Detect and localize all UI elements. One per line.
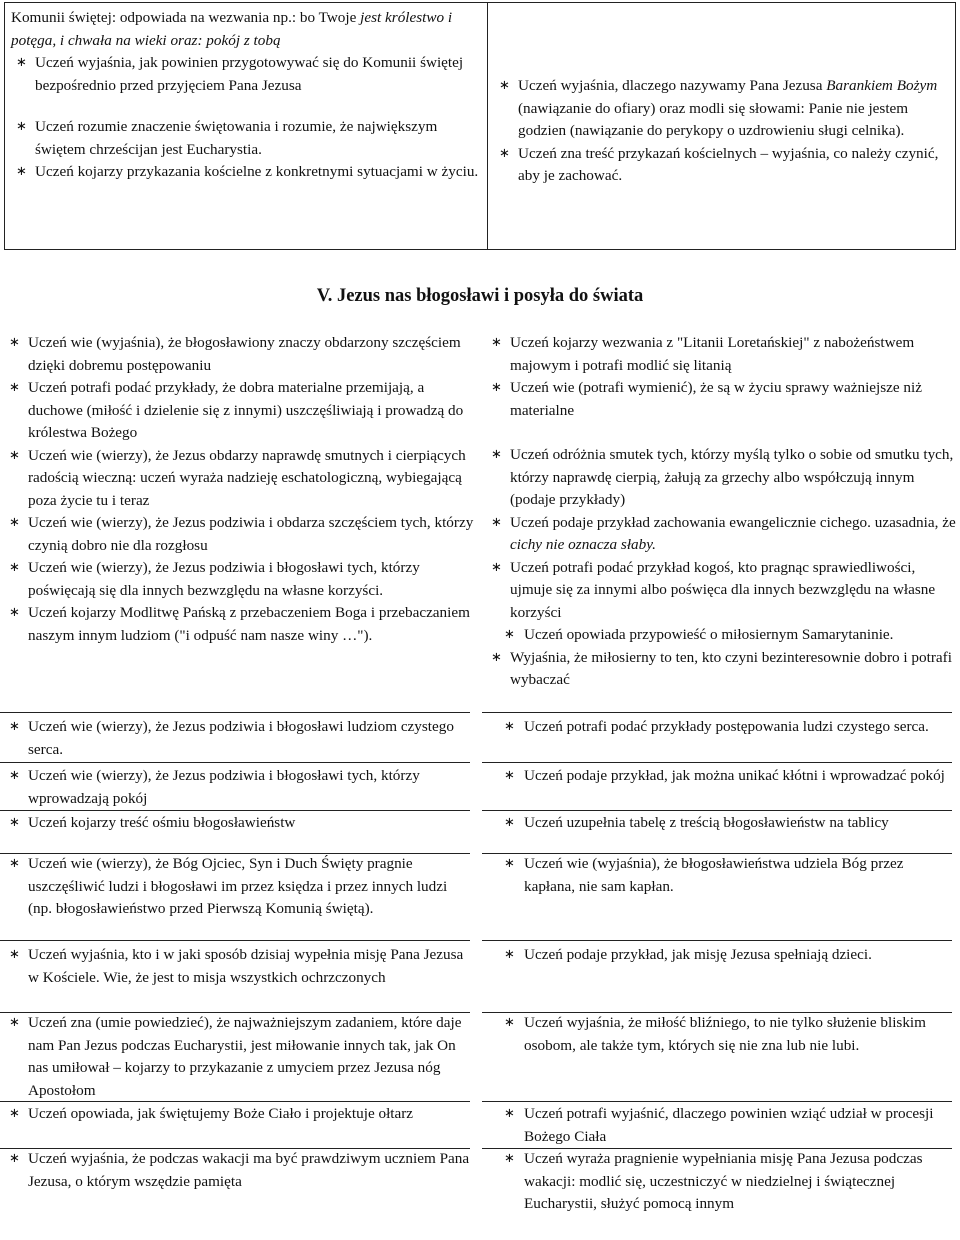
row-divider bbox=[482, 810, 952, 811]
list-item: ∗ Uczeń kojarzy Modlitwę Pańską z przebaczeniem Boga i przebaczaniem naszym innym ludziom ("i odpuść nam nasze winy …"). bbox=[9, 604, 470, 644]
list-item: ∗ Uczeń zna (umie powiedzieć), że najważniejszym zadaniem, które daje nam Pan Jezus podczas Eucharystii, jest miłowanie innych tak, jak On nas umiłował – kojarzy to przykazanie z umyciem przez Jezusa nóg Apostołom bbox=[9, 1014, 462, 1099]
list-item: ∗ Uczeń opowiada, jak świętujemy Boże Ciało i projektuje ołtarz bbox=[9, 1105, 414, 1122]
row-right bbox=[486, 332, 956, 692]
row-right bbox=[486, 1103, 956, 1148]
list-item: ∗ Uczeń wie (wierzy), że Jezus podziwia i błogosławi ludziom czystego serca. bbox=[9, 718, 454, 758]
list-item: ∗ Uczeń wie (wierzy), że Bóg Ojciec, Syn i Duch Święty pragnie uszczęśliwić ludzi i błogosławi im przez księdza i przez innych ludzi (np. błogosławieństwo przed Pierwszą Komunią świętą). bbox=[9, 855, 448, 917]
row-divider bbox=[0, 940, 470, 941]
row-right bbox=[486, 1012, 956, 1057]
row-left bbox=[4, 1012, 474, 1102]
row-divider bbox=[0, 712, 470, 713]
row-divider bbox=[482, 762, 952, 763]
list-item: ∗ Uczeń potrafi wyjaśnić, dlaczego powinien wziąć udział w procesji Bożego Ciała bbox=[504, 1105, 934, 1145]
list-item: ∗ Uczeń wyjaśnia, że podczas wakacji ma być prawdziwym uczniem Pana Jezusa, o którym wszędzie pamięta bbox=[9, 1150, 470, 1190]
list-item: ∗ Wyjaśnia, że miłosierny to ten, kto czyni bezinteresownie dobro i potrafi wybaczać bbox=[491, 648, 952, 688]
list-item: ∗ Uczeń odróżnia smutek tych, którzy myślą tylko o sobie od smutku tych, którzy naprawdę cierpią, żałują za grzechy albo współczują innym (podaje przykłady) bbox=[491, 446, 954, 508]
row-divider bbox=[482, 940, 952, 941]
row-divider bbox=[0, 1101, 470, 1102]
top-left-cell bbox=[5, 3, 488, 250]
list-item: ∗ Uczeń wie (wierzy), że Jezus podziwia i błogosławi tych, którzy poświęcają się dla innych bezwzględu na własne korzyści. bbox=[9, 559, 420, 599]
row-right bbox=[486, 853, 956, 898]
list-item: ∗ Uczeń rozumie znaczenie świętowania i rozumie, że największym świętem chrześcijan jest Eucharystia. bbox=[16, 118, 438, 158]
list-item: ∗ Uczeń potrafi podać przykład kogoś, kto pragnąc sprawiedliwości, ujmuje się za innymi albo poświęca dla innych bezwzględu na własne korzyści bbox=[491, 558, 936, 621]
row-divider bbox=[482, 712, 952, 713]
list-item: ∗ Uczeń opowiada przypowieść o miłosiernym Samarytaninie. bbox=[504, 626, 894, 643]
list-item: ∗ Uczeń kojarzy wezwania z "Litanii Loretańskiej" z nabożeństwem majowym i potrafi modlić się litanią bbox=[491, 334, 915, 374]
list-item: ∗ Uczeń wyraża pragnienie wypełniania misję Pana Jezusa podczas wakacji: modlić się, uczestniczyć w niedzielnej i świątecznej Eucharystii, służyć pomocą innym bbox=[504, 1150, 923, 1212]
list-item: ∗ Uczeń kojarzy treść ośmiu błogosławieństw bbox=[9, 814, 296, 831]
list-item: ∗ Uczeń wyjaśnia, dlaczego nazywamy Pana Jezusa Barankiem Bożym (nawiązanie do ofiary) oraz modli się słowami: Panie nie jestem godzien (nawiązanie do perykopy o uzdrowieniu sługi celnika). bbox=[499, 77, 938, 139]
row-divider bbox=[482, 1101, 952, 1102]
list-item: ∗ Uczeń wie (wyjaśnia), że błogosławiony znaczy obdarzony szczęściem dzięki dobremu postępowaniu bbox=[9, 334, 461, 374]
row-left bbox=[4, 1148, 474, 1193]
section-heading: V. Jezus nas błogosławi i posyła do świata bbox=[316, 286, 644, 306]
row-right bbox=[486, 812, 956, 835]
row-left bbox=[4, 853, 474, 921]
list-item: ∗ Uczeń wyjaśnia, że miłość bliźniego, to nie tylko służenie bliskim osobom, ale także tym, których się nie zna lub nie lubi. bbox=[504, 1014, 926, 1054]
list-item: ∗ Uczeń zna treść przykazań kościelnych – wyjaśnia, co należy czynić, aby je zachować. bbox=[499, 144, 939, 184]
top-table bbox=[4, 2, 956, 250]
row-right bbox=[486, 944, 956, 967]
list-item: ∗ Uczeń potrafi podać przykłady, że dobra materialne przemijają, a duchowe (miłość i dzielenie się z innymi) uszczęśliwiają i prowadzą do królestwa Bożego bbox=[9, 379, 464, 441]
row-left bbox=[4, 716, 474, 761]
list-item: ∗ Uczeń wie (wierzy), że Jezus podziwia i błogosławi tych, którzy wprowadzają pokój bbox=[9, 767, 420, 807]
list-item: ∗ Uczeń kojarzy przykazania kościelne z konkretnymi sytuacjami w życiu. bbox=[16, 163, 479, 180]
row-right bbox=[486, 1148, 956, 1216]
row-divider bbox=[0, 810, 470, 811]
row-left bbox=[4, 812, 474, 835]
list-item: ∗ Uczeń podaje przykład, jak można unikać kłótni i wprowadzać pokój bbox=[504, 767, 945, 784]
top-right-cell bbox=[488, 3, 956, 250]
list-item: ∗ Uczeń wyjaśnia, jak powinien przygotowywać się do Komunii świętej bezpośrednio przed przyjęciem Pana Jezusa bbox=[16, 54, 464, 94]
list-item: ∗ Uczeń uzupełnia tabelę z treścią błogosławieństw na tablicy bbox=[504, 814, 889, 831]
list-item: ∗ Uczeń wie (wierzy), że Jezus podziwia i obdarza szczęściem tych, którzy czynią dobro nie dla rozgłosu bbox=[9, 514, 474, 554]
list-item: ∗ Uczeń wie (potrafi wymienić), że są w życiu sprawy ważniejsze niż materialne bbox=[491, 379, 922, 419]
list-item: ∗ Uczeń podaje przykład zachowania ewangelicznie cichego. uzasadnia, że cichy nie oznacza słaby. bbox=[491, 513, 956, 553]
row-right bbox=[486, 765, 956, 788]
list-item: ∗ Uczeń podaje przykład, jak misję Jezusa spełniają dzieci. bbox=[504, 946, 872, 963]
list-item: ∗ Uczeń wie (wyjaśnia), że błogosławieństwa udziela Bóg przez kapłana, nie sam kapłan. bbox=[504, 855, 904, 895]
row-right bbox=[486, 716, 956, 739]
row-left bbox=[4, 332, 474, 647]
row-left bbox=[4, 944, 474, 989]
list-item: ∗ Uczeń wie (wierzy), że Jezus obdarzy naprawdę smutnych i cierpiących radością wieczną: uczeń wyraża nadzieję eschatologiczną, wybiegającą poza życie tu i teraz bbox=[9, 446, 466, 509]
row-left bbox=[4, 765, 474, 810]
row-divider bbox=[0, 762, 470, 763]
row-left bbox=[4, 1103, 474, 1126]
intro-text: Komunii świętej: odpowiada na wezwania np.: bo Twoje jest królestwo i potęga, i chwała na wieki oraz: pokój z tobą bbox=[11, 9, 453, 49]
list-item: ∗ Uczeń wyjaśnia, kto i w jaki sposób dzisiaj wypełnia misję Pana Jezusa w Kościele. Wie, że jest to misja wszystkich ochrzczonych bbox=[9, 946, 464, 986]
list-item: ∗ Uczeń potrafi podać przykłady postępowania ludzi czystego serca. bbox=[504, 718, 929, 735]
